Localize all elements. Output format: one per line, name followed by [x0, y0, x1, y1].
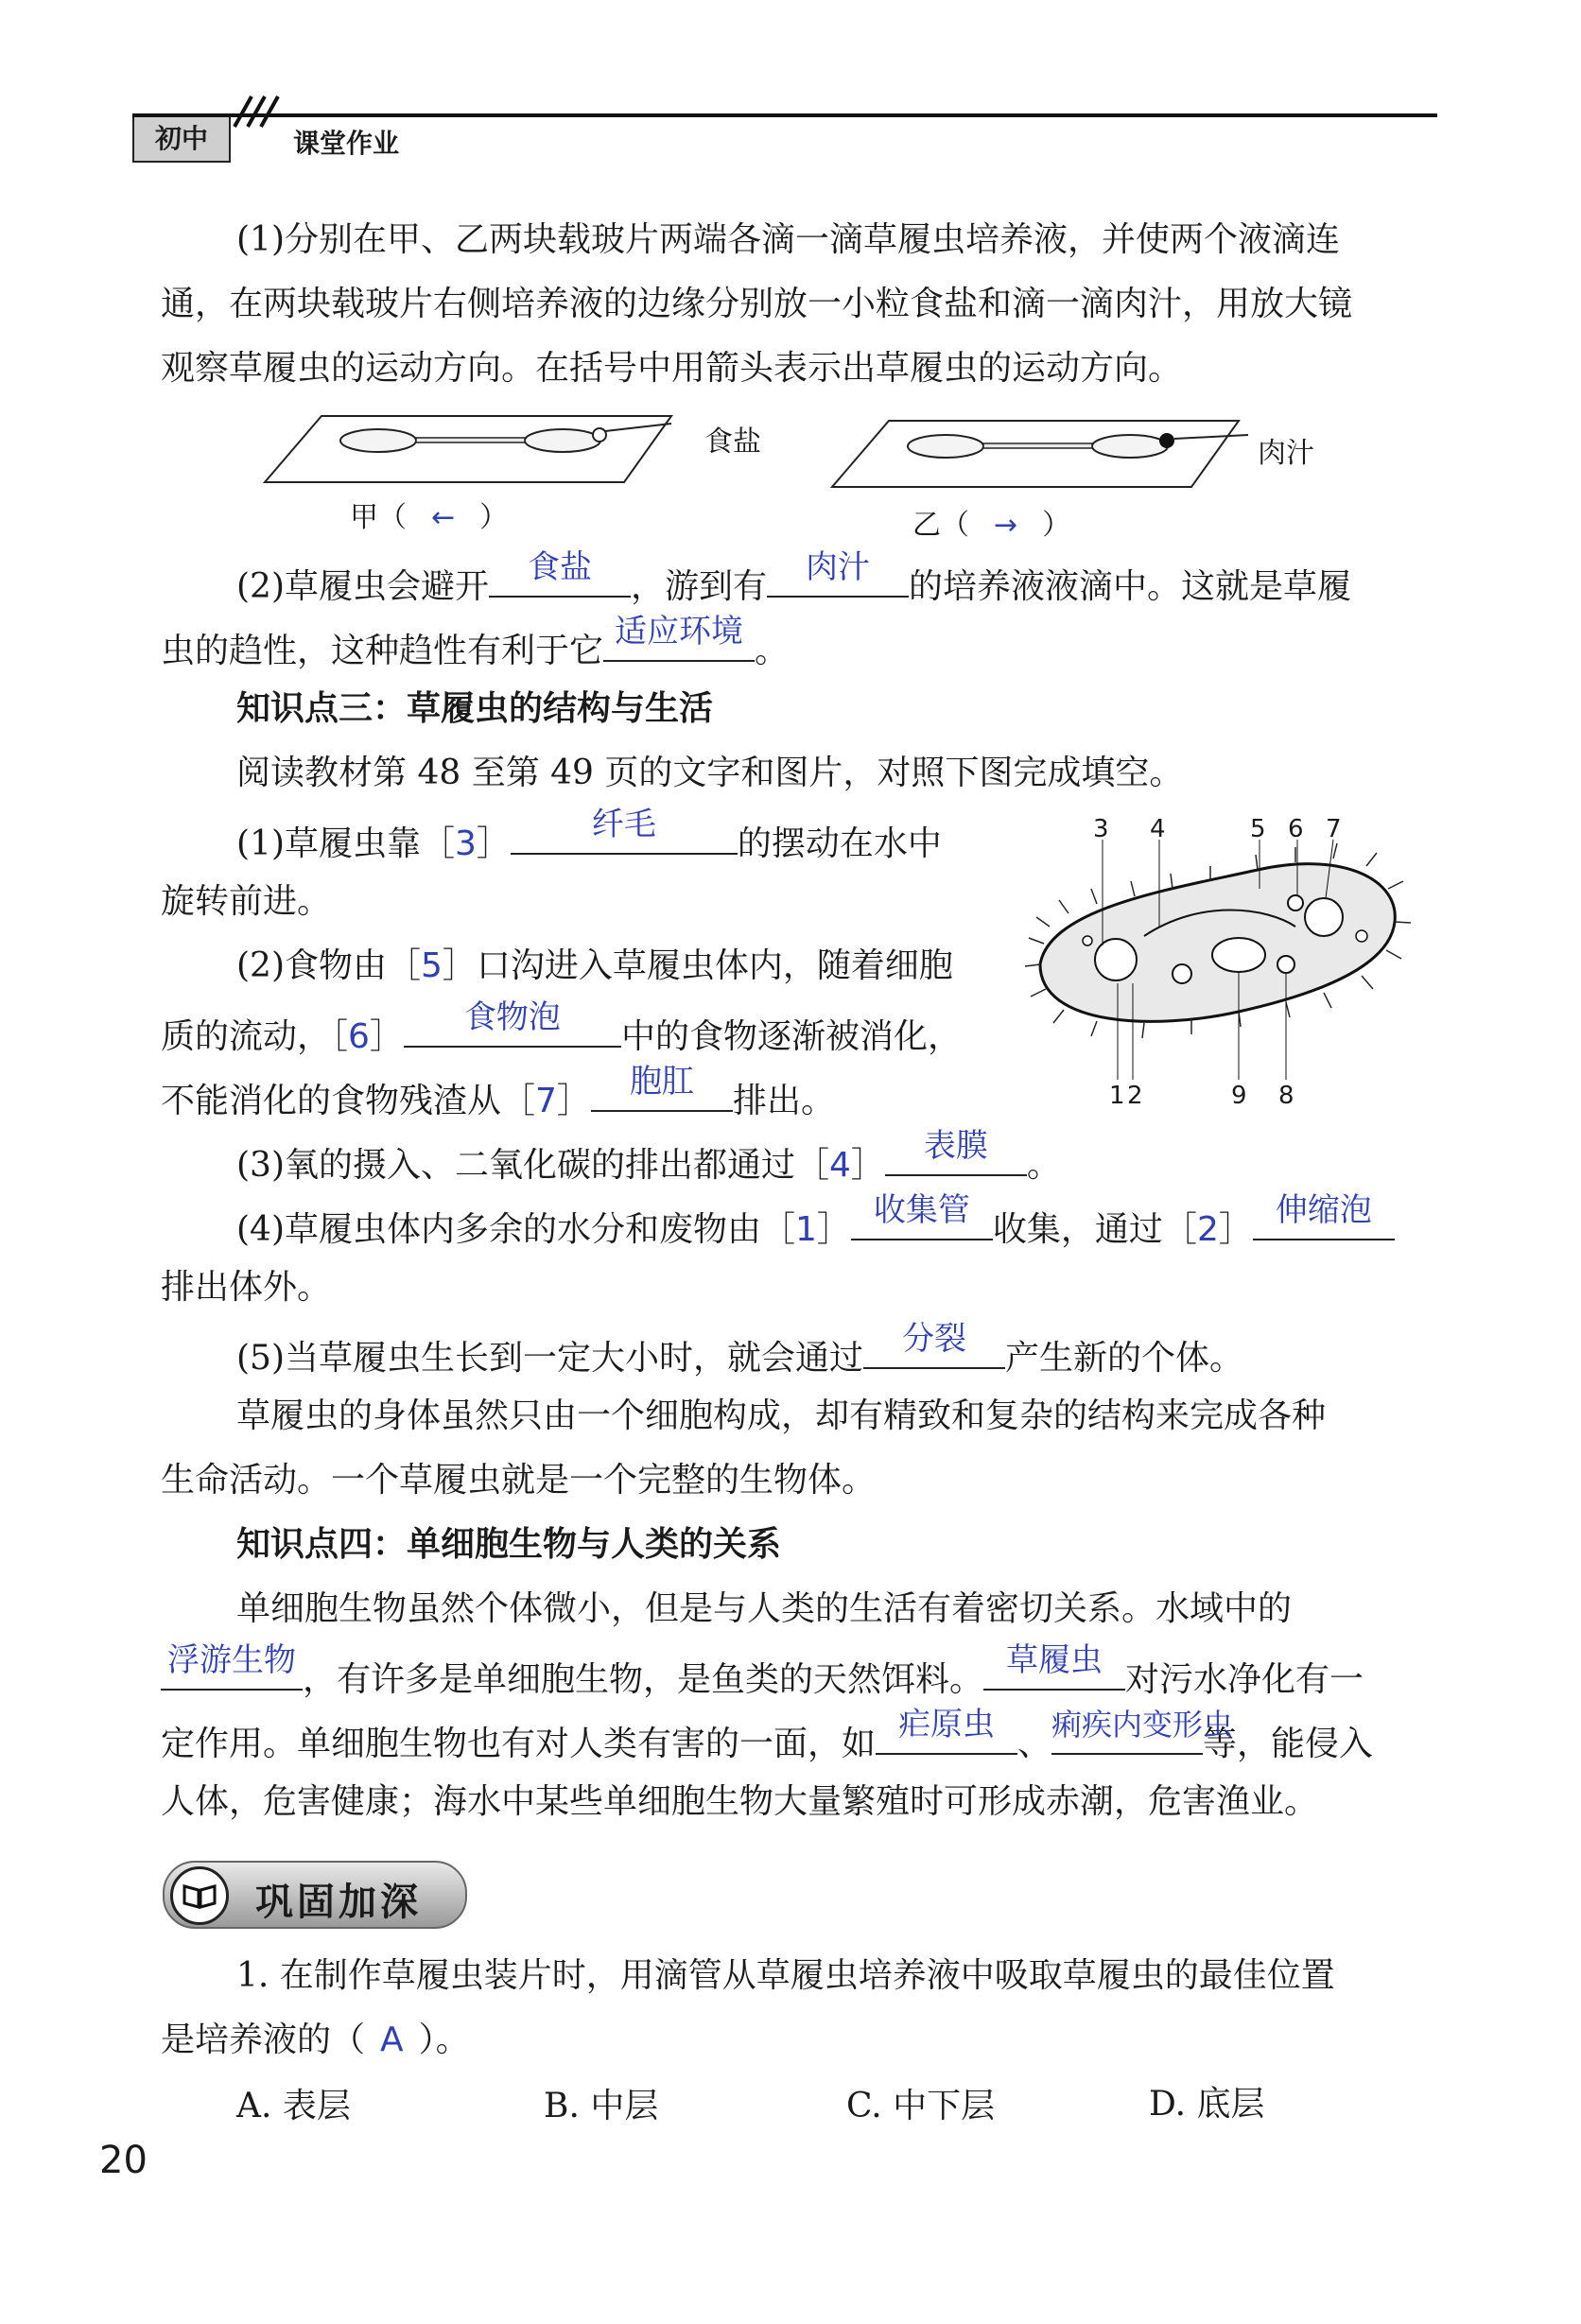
jia-answer	[350, 494, 508, 535]
k4-text-2b: 对污水净化有一	[1125, 1660, 1364, 1699]
paramecium-figure	[1012, 815, 1418, 1116]
p2-text-b: ，游到有	[631, 567, 768, 606]
k3-q1-a: (1)草履虫靠［	[236, 824, 455, 863]
k3-q2-num: 5	[421, 946, 443, 985]
p2-text-a: (2)草履虫会避开	[236, 567, 489, 606]
p2-answer-3: 适应环境	[615, 613, 744, 650]
q1-option-d[interactable]: D. 底层	[1149, 2085, 1265, 2124]
fig-label-5: 5	[1250, 815, 1266, 843]
k3-summary-line1: 草履虫的身体虽然只由一个细胞构成，却有精致和复杂的结构来完成各种	[236, 1396, 1327, 1435]
k3-q1-blank[interactable]	[511, 806, 738, 855]
k3-q3-num: 4	[829, 1146, 851, 1185]
yi-arrow-answer: →	[994, 509, 1018, 542]
k3-q4-a: (4)草履虫体内多余的水分和废物由［	[236, 1210, 795, 1249]
p2-line1	[236, 548, 1352, 608]
k4-answer-4: 痢疾内变形虫	[1051, 1707, 1234, 1743]
k3-q1-num: 3	[455, 824, 477, 863]
q1-option-c[interactable]: C. 中下层	[846, 2087, 996, 2125]
k4-line4: 人体，危害健康；海水中某些单细胞生物大量繁殖时可形成赤潮，危害渔业。	[161, 1782, 1319, 1821]
fig-label-4: 4	[1150, 815, 1166, 843]
fig-label-6: 6	[1288, 815, 1304, 843]
k4-title: 知识点四：单细胞生物与人类的关系	[236, 1525, 782, 1564]
k3-q3-blank[interactable]	[885, 1127, 1027, 1176]
k4-line1: 单细胞生物虽然个体微小，但是与人类的生活有着密切关系。水域中的	[236, 1589, 1293, 1628]
k4-text-3a: 定作用。单细胞生物也有对人类有害的一面，如	[161, 1725, 877, 1763]
book-icon	[170, 1866, 229, 1925]
p2-text-e: 。	[755, 632, 790, 670]
fig-label-8: 8	[1278, 1082, 1294, 1110]
k4-answer-3: 疟原虫	[898, 1706, 996, 1743]
yi-open: 乙（	[912, 509, 969, 542]
k3-q1-line1	[236, 806, 942, 865]
k4-blank-4[interactable]	[1051, 1707, 1234, 1755]
p1-line2: 通，在两块载玻片右侧培养液的边缘分别放一小粒食盐和滴一滴肉汁，用放大镜	[161, 285, 1353, 323]
meat-juice-label: 肉汁	[1258, 437, 1314, 470]
fig-label-7: 7	[1326, 815, 1342, 843]
k3-q4-blank-2[interactable]	[1253, 1191, 1395, 1240]
slide-jia	[265, 416, 671, 482]
fig-label-1: 1	[1109, 1082, 1125, 1110]
yi-answer	[912, 501, 1070, 543]
p2-text-d: 虫的趋性，这种趋性有利于它	[161, 632, 604, 670]
q1-text-a: 是培养液的（	[161, 2020, 366, 2059]
k3-q4-answer-1: 收集管	[873, 1191, 970, 1229]
k3-q4-line2: 排出体外。	[161, 1268, 332, 1307]
p2-blank-2[interactable]	[767, 548, 909, 598]
k3-q2-blank-2[interactable]	[591, 1063, 733, 1112]
k4-answer-1: 浮游生物	[167, 1641, 296, 1679]
header-tag: 初中	[132, 117, 231, 163]
k4-text-2a: ，有许多是单细胞生物，是鱼类的天然饵料。	[303, 1660, 984, 1699]
chevron-decoration-icon	[231, 93, 287, 130]
q1-option-a[interactable]: A. 表层	[236, 2087, 351, 2125]
k3-q4-line1	[236, 1191, 1395, 1251]
k3-q5-blank[interactable]	[863, 1320, 1005, 1369]
k3-q5-a: (5)当草履虫生长到一定大小时，就会通过	[236, 1339, 863, 1378]
k3-q1-line2: 旋转前进。	[161, 882, 332, 921]
k3-q4-answer-2: 伸缩泡	[1275, 1191, 1372, 1229]
k3-q2-num3: 7	[535, 1082, 557, 1120]
k3-q1-c: 的摆动在水中	[737, 824, 942, 863]
k3-q4-d: ］	[1218, 1210, 1253, 1249]
q1-answer: A	[380, 2020, 404, 2059]
jia-open: 甲（	[350, 501, 407, 534]
k3-q2-f: 不能消化的食物残渣从［	[161, 1082, 536, 1120]
fig-label-2: 2	[1127, 1082, 1143, 1110]
q1-line2	[161, 2020, 470, 2061]
q1-line1: 1. 在制作草履虫装片时，用滴管从草履虫培养液中吸取草履虫的最佳位置	[236, 1956, 1335, 1995]
k3-intro: 阅读教材第 48 至第 49 页的文字和图片，对照下图完成填空。	[236, 754, 1184, 792]
yi-close: ）	[1042, 509, 1071, 542]
k3-q2-b: ］口沟进入草履虫体内，随着细胞	[442, 946, 953, 985]
k3-title: 知识点三：草履虫的结构与生活	[236, 689, 714, 728]
q1-text-b: ）。	[418, 2020, 470, 2059]
k3-q4-c: 收集，通过［	[992, 1210, 1197, 1249]
p2-line2	[161, 613, 790, 672]
k3-q5-line	[236, 1320, 1244, 1379]
k4-blank-3[interactable]	[876, 1706, 1017, 1755]
k3-q3-c: 。	[1026, 1146, 1061, 1185]
k3-q2-blank-1[interactable]	[404, 998, 621, 1048]
fig-label-3: 3	[1093, 815, 1109, 843]
k3-q2-num2: 6	[348, 1017, 370, 1056]
k4-answer-2: 草履虫	[1006, 1641, 1103, 1679]
k3-q3-b: ］	[850, 1146, 885, 1185]
k3-q3-a: (3)氧的摄入、二氧化碳的排出都通过［	[236, 1146, 829, 1185]
jia-arrow-answer: ←	[431, 501, 456, 534]
header-rule	[132, 113, 1437, 117]
k4-line2	[161, 1641, 1364, 1701]
p1-line1: (1)分别在甲、乙两块载玻片两端各滴一滴草履虫培养液，并使两个液滴连	[236, 220, 1340, 259]
badge-title: 巩固加深	[255, 1881, 422, 1924]
header-title: 课堂作业	[293, 128, 400, 159]
p2-blank-3[interactable]	[603, 613, 755, 662]
k4-line3	[161, 1706, 1374, 1765]
q1-option-b[interactable]: B. 中层	[544, 2087, 659, 2125]
k3-q2-line2	[161, 998, 962, 1058]
k3-q2-h: 排出。	[732, 1082, 835, 1120]
k3-q2-e: 中的食物逐渐被消化，	[620, 1017, 962, 1056]
jia-close: ）	[479, 501, 509, 534]
p2-answer-2: 肉汁	[806, 548, 871, 586]
k3-q2-c: 质的流动，［	[161, 1017, 349, 1056]
k3-q2-answer-2: 胞肛	[629, 1063, 694, 1101]
salt-label: 食盐	[704, 425, 761, 459]
k4-text-3b: 、	[1017, 1725, 1052, 1763]
paramecium-drawing	[1012, 832, 1418, 1116]
slide-yi	[832, 421, 1248, 487]
k3-q4-b: ］	[816, 1210, 851, 1249]
p2-answer-1: 食盐	[528, 548, 592, 586]
k3-q2-d: ］	[369, 1017, 404, 1056]
k3-q3-line	[236, 1127, 1061, 1187]
k3-q2-a: (2)食物由［	[236, 946, 421, 985]
p2-text-c: 的培养液液滴中。这就是草履	[909, 567, 1352, 606]
consolidate-section-badge	[163, 1861, 467, 1929]
k3-q2-g: ］	[556, 1082, 591, 1120]
p1-line3: 观察草履虫的运动方向。在括号中用箭头表示出草履虫的运动方向。	[161, 349, 1183, 388]
k3-q4-blank-1[interactable]	[851, 1191, 993, 1240]
k3-q2-line3	[161, 1063, 835, 1122]
k3-q4-num: 1	[795, 1210, 817, 1249]
k4-blank-2[interactable]	[983, 1641, 1125, 1691]
k3-q1-b: ］	[476, 824, 511, 863]
k3-summary-line2: 生命活动。一个草履虫就是一个完整的生物体。	[161, 1461, 877, 1500]
k3-q1-answer: 纤毛	[591, 806, 656, 843]
k3-q2-answer-1: 食物泡	[463, 998, 561, 1036]
k4-blank-1[interactable]	[161, 1641, 303, 1691]
k4-text-3c: 等，能侵入	[1203, 1725, 1374, 1763]
p2-blank-1[interactable]	[489, 548, 631, 598]
k3-q5-answer: 分裂	[902, 1320, 966, 1358]
k3-q5-b: 产生新的个体。	[1005, 1339, 1244, 1378]
k3-q3-answer: 表膜	[923, 1127, 988, 1165]
k3-q2-line1	[236, 945, 953, 987]
page-number: 20	[99, 2139, 148, 2182]
k3-q4-num2: 2	[1196, 1210, 1219, 1249]
fig-label-9: 9	[1231, 1082, 1247, 1110]
